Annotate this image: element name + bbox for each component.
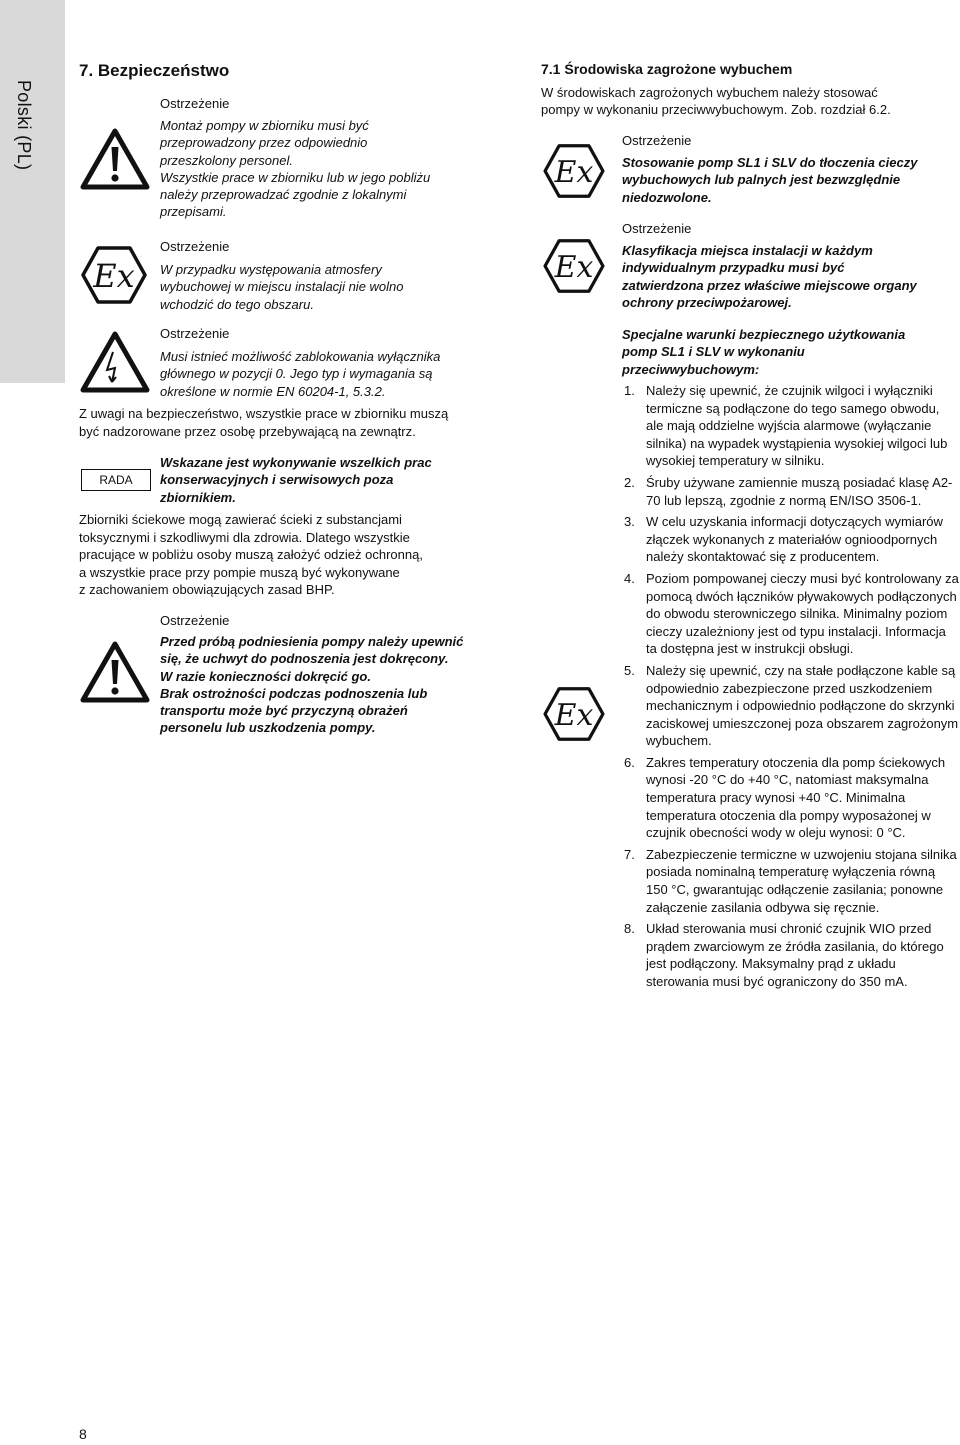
section-title: 7. Bezpieczeństwo bbox=[79, 61, 230, 80]
paragraph: Z uwagi na bezpieczeństwo, wszystkie prace w zbiorniku muszą być nadzorowane przez osobę przebywającą na zewnątrz. bbox=[79, 406, 449, 439]
paragraph: Zbiorniki ściekowe mogą zawierać ścieki z substancjami toksycznymi i szkodliwymi dla zdrowia. Dlatego wszystkie pracujące w pobliżu osoby muszą założyć odzież ochronną, a wszystkie prace przy pompie muszą być wykonywane z zachowaniem obowiązujących zasad BHP. bbox=[79, 512, 423, 598]
list-item: 1. Należy się upewnić, że czujnik wilgoci i wyłączniki termiczne są podłączone do tego samego obwodu, ale mają oddzielne wyjścia alarmowe (wyłączanie silnika) na wypadek wystąpienia wysokiej wilgoci lub wysokiej temperatury w silniku. bbox=[624, 383, 948, 469]
page-number: 8 bbox=[79, 1426, 87, 1442]
ex-explosion-icon bbox=[543, 238, 605, 294]
subsection-title: 7.1 Środowiska zagrożone wybuchem bbox=[541, 61, 793, 77]
warning-label: Ostrzeżenie bbox=[160, 326, 230, 341]
note-box: RADA bbox=[81, 469, 151, 491]
warning-label: Ostrzeżenie bbox=[160, 96, 230, 111]
list-item: 8. Układ sterowania musi chronić czujnik WIO przed prądem zwarciowym ze źródła zasilania, do którego jest podłączony. Maksymalny prąd z układu sterowania musi być ograniczony do 350 mA. bbox=[624, 921, 944, 989]
ex-explosion-icon bbox=[543, 686, 605, 742]
svg-text:Ex: Ex bbox=[554, 698, 594, 734]
list-item: 3. W celu uzyskania informacji dotyczących wymiarów złączek wykonanych z materiałów ognioodpornych należy skontaktować się z producentem. bbox=[624, 514, 943, 565]
intro-paragraph: W środowiskach zagrożonych wybuchem należy stosować pompy w wykonaniu przeciwwybuchowym. Zob. rozdział 6.2. bbox=[541, 85, 891, 117]
ex-explosion-icon bbox=[543, 143, 605, 199]
warning-text: Musi istnieć możliwość zablokowania wyłącznika głównego w pozycji 0. Jego typ i wymagania są określone w normie EN 60204-1, 5.3.2. bbox=[160, 349, 441, 399]
warning-text: Przed próbą podniesienia pompy należy upewnić się, że uchwyt do podnoszenia jest dokręcony. W razie konieczności dokręcić go. Brak ostrożności podczas podnoszenia lub transportu może być przyczyną obrażeń personelu lub uszkodzenia pompy. bbox=[160, 634, 464, 736]
list-item: 6. Zakres temperatury otoczenia dla pomp ściekowych wynosi -20 °C do +40 °C, natomiast maksymalna temperatura pracy wynosi +40 °C. Minimalna temperatura otoczenia dla pompy wyposażonej w czujnik obecności wody w oleju wynosi: 0 °C. bbox=[624, 754, 946, 841]
warning-triangle-icon bbox=[79, 127, 151, 191]
warning-text: W przypadku występowania atmosfery wybuchowej w miejscu instalacji nie wolno wchodzić do tego obszaru. bbox=[160, 262, 404, 312]
warning-label: Ostrzeżenie bbox=[160, 239, 230, 254]
list-item: 4. Poziom pompowanej cieczy musi być kontrolowany za pomocą dwóch łączników pływakowych podłączonych do obwodu sterowniczego silnika. Minimalny poziom cieczy uzależniony jest od typu instalacji. Informacja ta dostępna jest w instrukcji obsługi. bbox=[624, 570, 959, 657]
warning-triangle-icon bbox=[79, 640, 151, 704]
list-item: 5. Należy się upewnić, czy na stałe podłączone kable są odpowiednio zabezpieczone przed uszkodzeniem mechanicznym i odpowiednio podłączone do skrzynki zaciskowej umieszczonej poza obszarem zagrożonym wybuchem. bbox=[624, 662, 959, 749]
electric-hazard-icon bbox=[79, 330, 151, 394]
warning-text: Montaż pompy w zbiorniku musi być przeprowadzony przez odpowiednio przeszkolony personel. Wszystkie prace w zbiorniku lub w jego pobliżu należy przeprowadzać zgodnie z lokalnymi przepisami. bbox=[160, 118, 431, 220]
svg-text:Ex: Ex bbox=[554, 250, 594, 286]
list-item: 2. Śruby używane zamiennie muszą posiadać klasę A2-70 lub lepszą, zgodnie z normą EN/ISO 3506-1. bbox=[624, 474, 953, 508]
language-tab bbox=[0, 0, 65, 383]
special-conditions-heading: Specjalne warunki bezpiecznego użytkowania pomp SL1 i SLV w wykonaniu przeciwwybuchowym: bbox=[622, 327, 906, 377]
warning-label: Ostrzeżenie bbox=[622, 133, 692, 148]
warning-text: Klasyfikacja miejsca instalacji w każdym indywidualnym przypadku musi być zatwierdzona przez właściwe miejscowe organy ochrony przeciwpożarowej. bbox=[622, 243, 917, 310]
svg-text:Ex: Ex bbox=[93, 257, 135, 295]
list-item: 7. Zabezpieczenie termiczne w uzwojeniu stojana silnika posiada nominalną temperaturę wyłączenia równą 150 °C, gwarantując odłączenie zasilania; ponowne załączenie zasilania odbywa się ręcznie. bbox=[624, 846, 957, 915]
warning-label: Ostrzeżenie bbox=[622, 221, 692, 236]
svg-text:Ex: Ex bbox=[554, 155, 594, 191]
ex-explosion-icon bbox=[81, 245, 147, 305]
warning-label: Ostrzeżenie bbox=[160, 613, 230, 628]
language-label: Polski (PL) bbox=[14, 80, 34, 171]
note-text: Wskazane jest wykonywanie wszelkich prac konserwacyjnych i serwisowych poza zbiornikiem. bbox=[160, 455, 432, 505]
warning-text: Stosowanie pomp SL1 i SLV do tłoczenia cieczy wybuchowych lub palnych jest bezwzględnie niedozwolone. bbox=[622, 155, 918, 205]
conditions-list bbox=[618, 382, 960, 995]
